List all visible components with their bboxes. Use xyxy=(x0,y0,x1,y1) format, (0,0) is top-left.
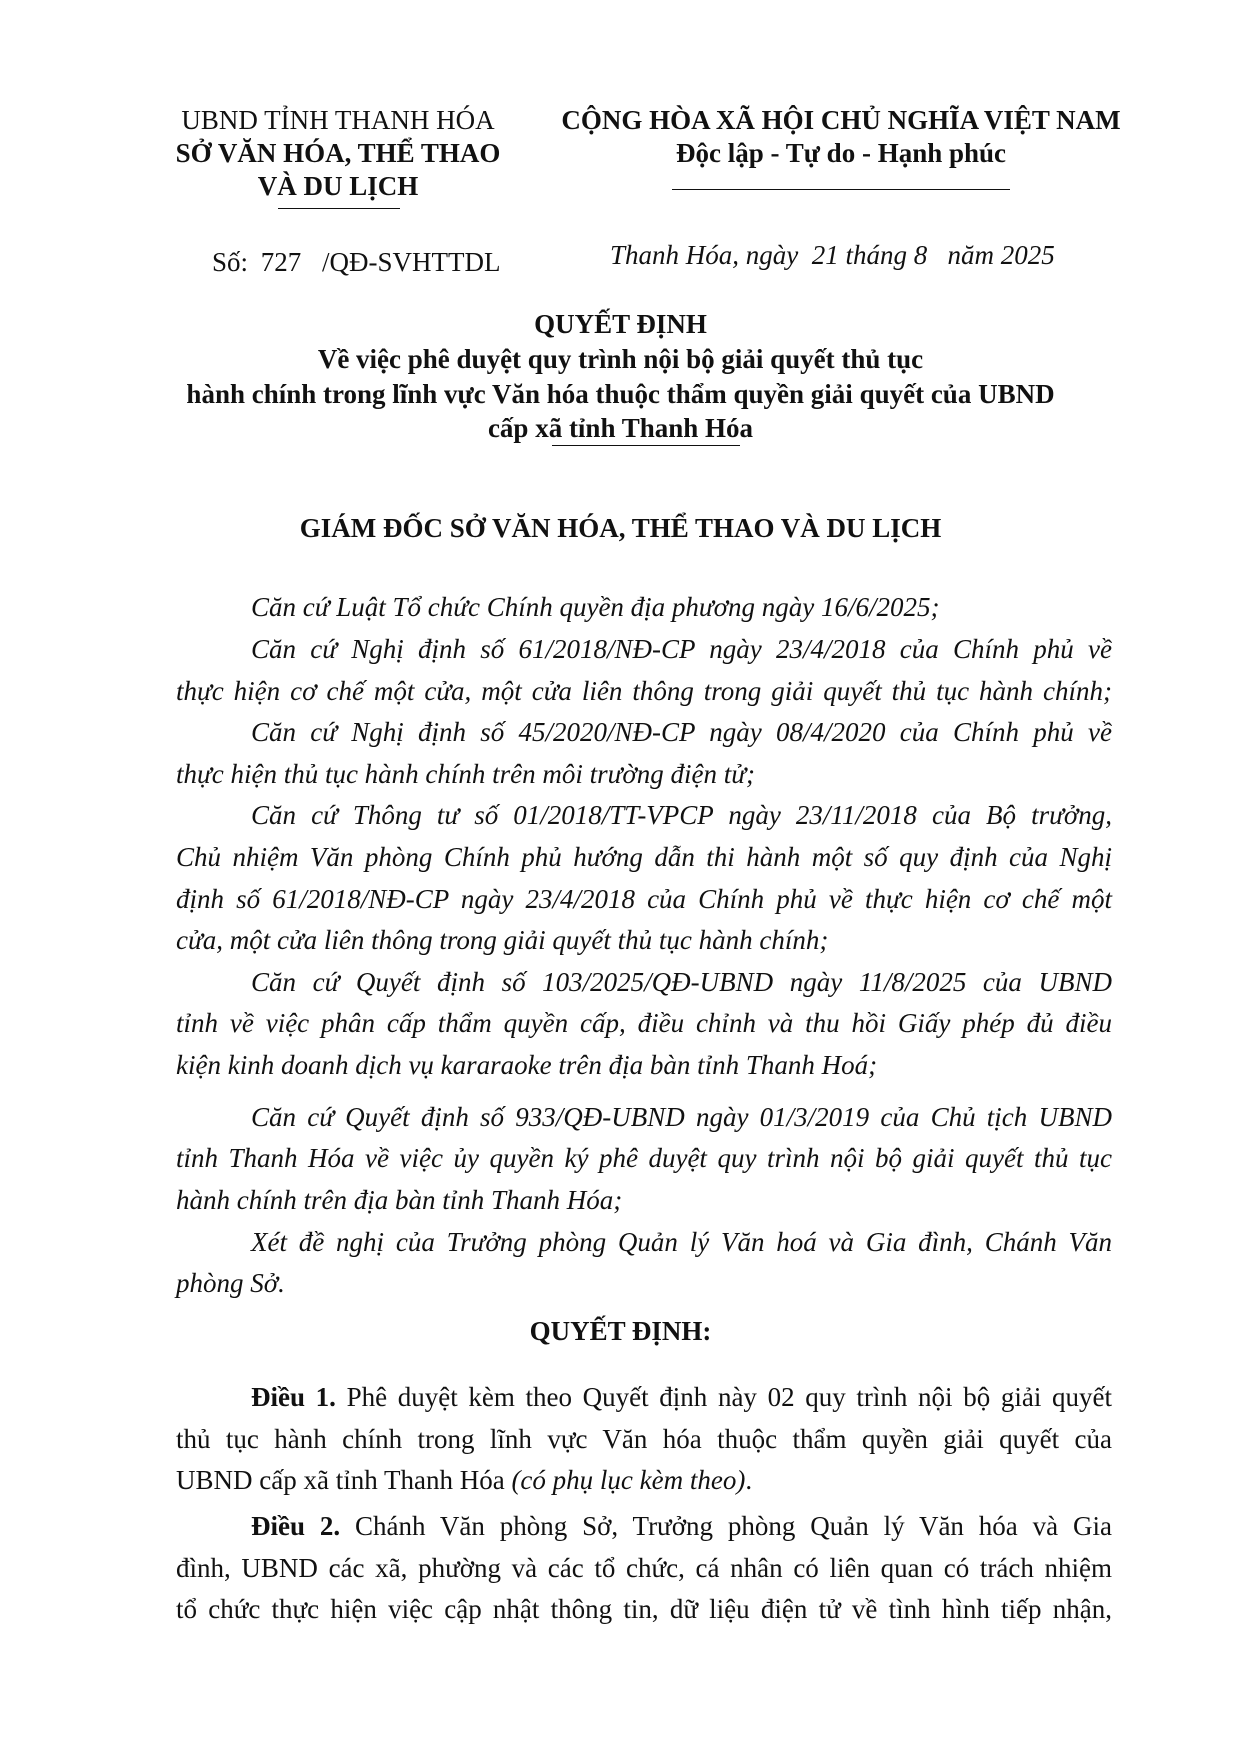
basis-line: Xét đề nghị của Trưởng phòng Quản lý Văn hoá và Gia đình, Chánh Văn xyxy=(251,1227,1112,1257)
article-1-text: Phê duyệt kèm theo Quyết định này 02 quy trình nội bộ giải quyết xyxy=(335,1382,1112,1412)
number-suffix: /QĐ-SVHTTDL xyxy=(322,247,501,277)
basis-line: định số 61/2018/NĐ-CP ngày 23/4/2018 của Chính phủ về thực hiện cơ chế một xyxy=(176,884,1112,914)
basis-line: hành chính trên địa bàn tỉnh Thanh Hóa; xyxy=(176,1185,623,1215)
article-1-line-2: thủ tục hành chính trong lĩnh vực Văn hóa thuộc thẩm quyền giải quyết của xyxy=(176,1424,1112,1454)
article-1-line-3 xyxy=(176,1465,752,1496)
article-1-line-1 xyxy=(251,1382,1112,1413)
subject-line-2: hành chính trong lĩnh vực Văn hóa thuộc thẩm quyền giải quyết của UBND xyxy=(186,379,1055,409)
basis-line: thực hiện thủ tục hành chính trên môi trường điện tử; xyxy=(176,759,756,789)
article-2-line-3: tổ chức thực hiện việc cập nhật thông tin, dữ liệu điện tử về tình hình tiếp nhận, xyxy=(176,1594,1112,1624)
basis-line: thực hiện cơ chế một cửa, một cửa liên thông trong giải quyết thủ tục hành chính; xyxy=(176,676,1112,706)
subject-line-1: Về việc phê duyệt quy trình nội bộ giải quyết thủ tục xyxy=(317,344,924,374)
authority-heading: GIÁM ĐỐC SỞ VĂN HÓA, THỂ THAO VÀ DU LỊCH xyxy=(299,513,942,543)
country-name: CỘNG HÒA XÃ HỘI CHỦ NGHĨA VIỆT NAM xyxy=(561,105,1121,135)
article-1-text-end: UBND cấp xã tỉnh Thanh Hóa xyxy=(176,1465,512,1495)
basis-line: tỉnh Thanh Hóa về việc ủy quyền ký phê duyệt quy trình nội bộ giải quyết thủ tục xyxy=(176,1143,1112,1173)
basis-line: Căn cứ Quyết định số 933/QĐ-UBND ngày 01/3/2019 của Chủ tịch UBND xyxy=(251,1102,1112,1132)
article-1-label: Điều 1. xyxy=(251,1382,336,1412)
document-number xyxy=(212,245,501,280)
subject-line-3: cấp xã tỉnh Thanh Hóa xyxy=(487,413,754,443)
basis-line: Căn cứ Nghị định số 61/2018/NĐ-CP ngày 23/4/2018 của Chính phủ về xyxy=(251,634,1112,664)
article-2-line-1 xyxy=(251,1511,1112,1542)
authority-underline xyxy=(278,208,400,209)
basis-line: kiện kinh doanh dịch vụ kararaoke trên địa bàn tỉnh Thanh Hoá; xyxy=(176,1050,878,1080)
place-date: Thanh Hóa, ngày 21 tháng 8 năm 2025 xyxy=(610,240,1055,270)
issuing-authority-cont: VÀ DU LỊCH xyxy=(257,171,419,201)
number-label: Số: xyxy=(212,247,249,277)
basis-line: cửa, một cửa liên thông trong giải quyết thủ tục hành chính; xyxy=(176,925,829,955)
article-2-label: Điều 2. xyxy=(251,1511,341,1541)
basis-line: Căn cứ Nghị định số 45/2020/NĐ-CP ngày 08/4/2020 của Chính phủ về xyxy=(251,717,1112,747)
document-title: QUYẾT ĐỊNH xyxy=(534,309,707,339)
number-value: 727 xyxy=(260,247,302,277)
basis-line: Căn cứ Thông tư số 01/2018/TT-VPCP ngày 23/11/2018 của Bộ trưởng, xyxy=(251,800,1112,830)
basis-line: tỉnh về việc phân cấp thẩm quyền cấp, điều chỉnh và thu hồi Giấy phép đủ điều xyxy=(176,1008,1112,1038)
subject-underline xyxy=(552,445,740,446)
motto-underline xyxy=(672,189,1010,190)
decision-heading: QUYẾT ĐỊNH: xyxy=(529,1316,712,1346)
issuing-authority-parent: UBND TỈNH THANH HÓA xyxy=(181,105,495,135)
appendix-note: (có phụ lục kèm theo) xyxy=(511,1465,746,1495)
basis-line: Căn cứ Quyết định số 103/2025/QĐ-UBND ngày 11/8/2025 của UBND xyxy=(251,967,1112,997)
national-motto: Độc lập - Tự do - Hạnh phúc xyxy=(675,138,1007,168)
basis-line: Căn cứ Luật Tổ chức Chính quyền địa phương ngày 16/6/2025; xyxy=(251,592,940,622)
basis-line: phòng Sở. xyxy=(176,1268,285,1298)
article-2-text: Chánh Văn phòng Sở, Trưởng phòng Quản lý Văn hóa và Gia xyxy=(340,1511,1113,1541)
article-2-line-2: đình, UBND các xã, phường và các tổ chức, cá nhân có liên quan có trách nhiệm xyxy=(176,1553,1112,1583)
article-1-period: . xyxy=(745,1465,753,1495)
issuing-authority: SỞ VĂN HÓA, THỂ THAO xyxy=(175,138,501,168)
basis-line: Chủ nhiệm Văn phòng Chính phủ hướng dẫn thi hành một số quy định của Nghị xyxy=(176,842,1112,872)
